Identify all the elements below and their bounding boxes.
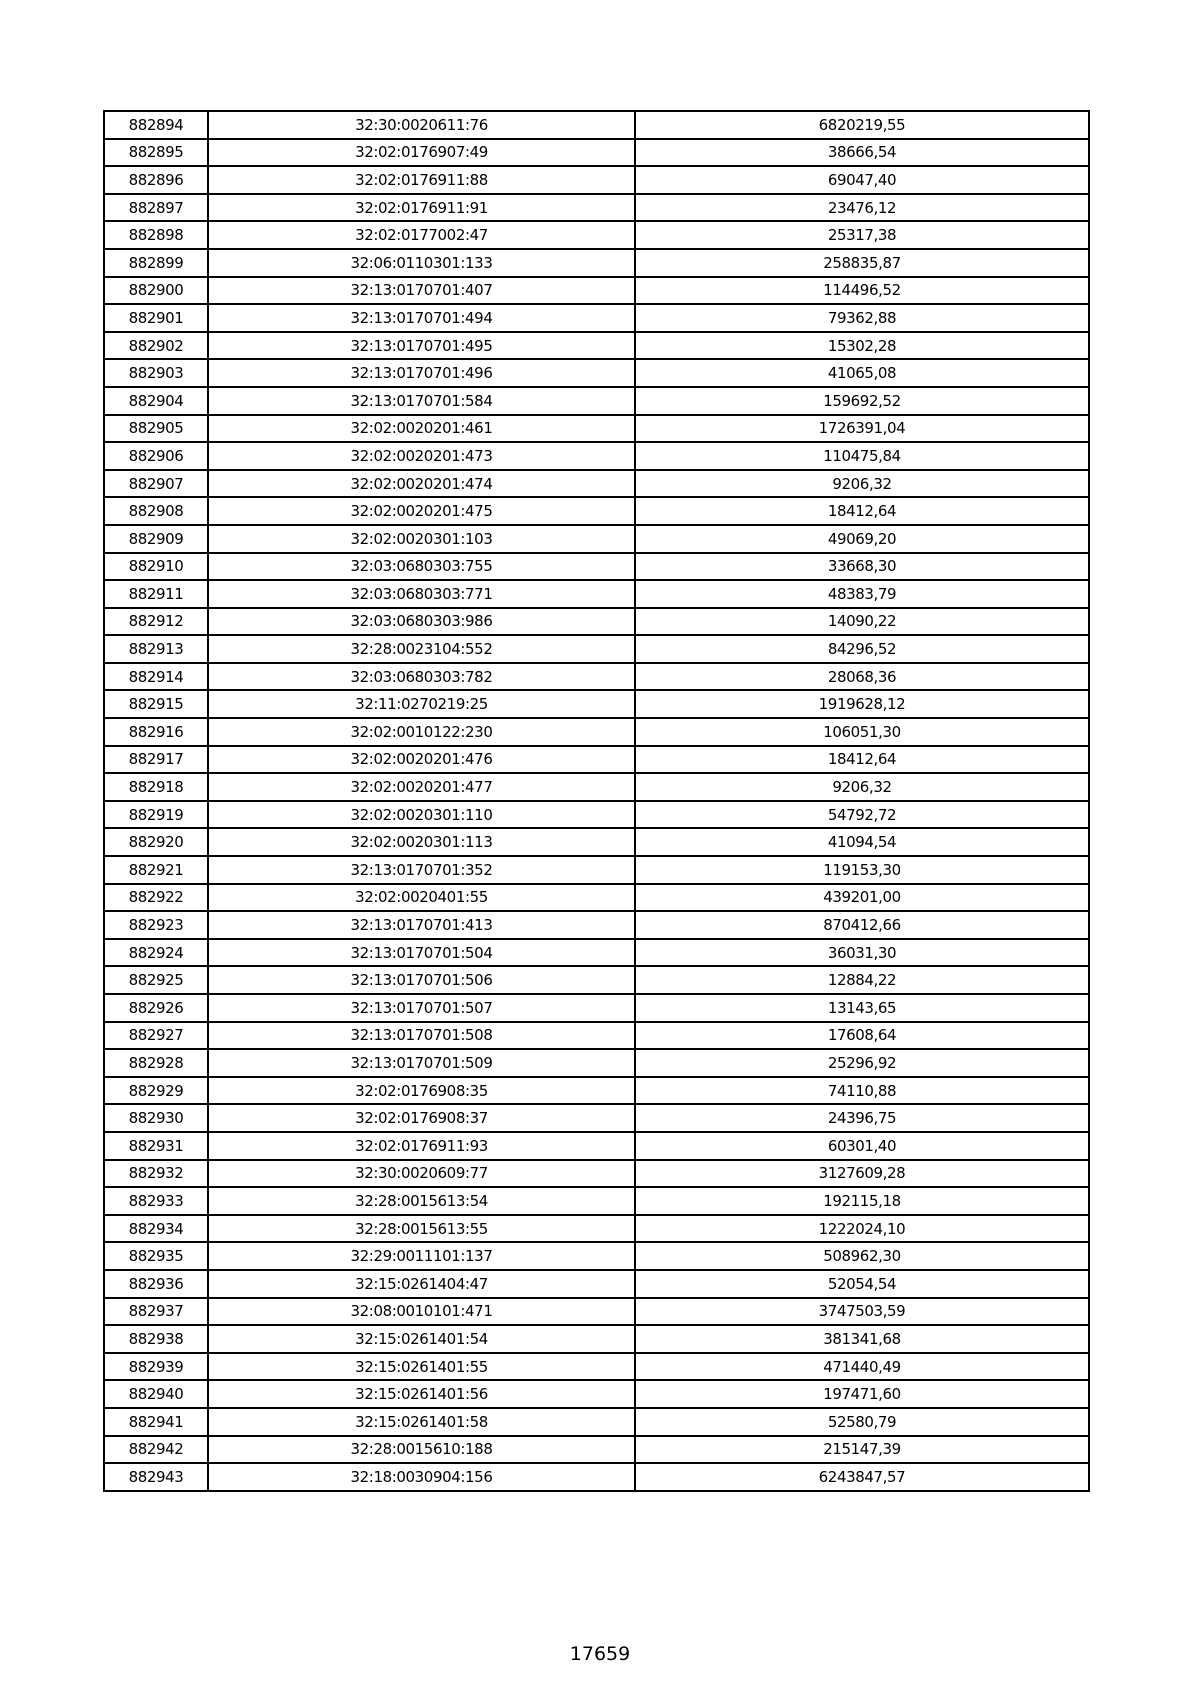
cadastral-number-cell: 32:13:0170701:495 <box>208 332 635 360</box>
value-cell: 41094,54 <box>635 828 1089 856</box>
row-number-cell: 882931 <box>104 1132 208 1160</box>
cadastral-number-cell: 32:13:0170701:504 <box>208 939 635 967</box>
cadastral-number-cell: 32:02:0020301:110 <box>208 801 635 829</box>
row-number-cell: 882943 <box>104 1463 208 1491</box>
value-cell: 197471,60 <box>635 1380 1089 1408</box>
cadastral-number-cell: 32:02:0020401:55 <box>208 884 635 912</box>
table-row <box>104 663 1089 691</box>
cadastral-number-cell: 32:11:0270219:25 <box>208 690 635 718</box>
row-number-cell: 882894 <box>104 111 208 139</box>
value-cell: 48383,79 <box>635 580 1089 608</box>
table-row <box>104 415 1089 443</box>
row-number-cell: 882916 <box>104 718 208 746</box>
value-cell: 17608,64 <box>635 1022 1089 1050</box>
table-row <box>104 387 1089 415</box>
cadastral-number-cell: 32:13:0170701:413 <box>208 911 635 939</box>
cadastral-number-cell: 32:02:0176908:37 <box>208 1104 635 1132</box>
value-cell: 36031,30 <box>635 939 1089 967</box>
value-cell: 6820219,55 <box>635 111 1089 139</box>
table-row <box>104 718 1089 746</box>
table-row <box>104 1049 1089 1077</box>
cadastral-number-cell: 32:02:0177002:47 <box>208 221 635 249</box>
value-cell: 439201,00 <box>635 884 1089 912</box>
row-number-cell: 882911 <box>104 580 208 608</box>
cadastral-number-cell: 32:03:0680303:771 <box>208 580 635 608</box>
row-number-cell: 882913 <box>104 635 208 663</box>
value-cell: 79362,88 <box>635 304 1089 332</box>
table-row <box>104 1077 1089 1105</box>
value-cell: 23476,12 <box>635 194 1089 222</box>
table-row <box>104 690 1089 718</box>
value-cell: 6243847,57 <box>635 1463 1089 1491</box>
cadastral-number-cell: 32:02:0020201:477 <box>208 773 635 801</box>
table-row <box>104 139 1089 167</box>
table-row <box>104 939 1089 967</box>
value-cell: 3127609,28 <box>635 1160 1089 1188</box>
table-row <box>104 911 1089 939</box>
row-number-cell: 882905 <box>104 415 208 443</box>
value-cell: 1726391,04 <box>635 415 1089 443</box>
table-row <box>104 1463 1089 1491</box>
value-cell: 508962,30 <box>635 1242 1089 1270</box>
cadastral-value-table <box>103 110 1090 1492</box>
cadastral-number-cell: 32:03:0680303:755 <box>208 553 635 581</box>
table-row <box>104 884 1089 912</box>
cadastral-number-cell: 32:02:0176911:91 <box>208 194 635 222</box>
cadastral-number-cell: 32:15:0261401:54 <box>208 1325 635 1353</box>
value-cell: 54792,72 <box>635 801 1089 829</box>
table-row <box>104 801 1089 829</box>
cadastral-number-cell: 32:03:0680303:986 <box>208 608 635 636</box>
table-row <box>104 525 1089 553</box>
row-number-cell: 882927 <box>104 1022 208 1050</box>
table-body <box>104 111 1089 1491</box>
cadastral-number-cell: 32:30:0020609:77 <box>208 1160 635 1188</box>
cadastral-number-cell: 32:02:0176911:88 <box>208 166 635 194</box>
row-number-cell: 882923 <box>104 911 208 939</box>
table-row <box>104 553 1089 581</box>
value-cell: 15302,28 <box>635 332 1089 360</box>
value-cell: 381341,68 <box>635 1325 1089 1353</box>
value-cell: 3747503,59 <box>635 1298 1089 1326</box>
value-cell: 215147,39 <box>635 1436 1089 1464</box>
row-number-cell: 882904 <box>104 387 208 415</box>
table-row <box>104 966 1089 994</box>
table-row <box>104 1187 1089 1215</box>
cadastral-number-cell: 32:02:0020301:103 <box>208 525 635 553</box>
cadastral-number-cell: 32:18:0030904:156 <box>208 1463 635 1491</box>
row-number-cell: 882925 <box>104 966 208 994</box>
value-cell: 114496,52 <box>635 277 1089 305</box>
row-number-cell: 882940 <box>104 1380 208 1408</box>
cadastral-number-cell: 32:13:0170701:506 <box>208 966 635 994</box>
row-number-cell: 882932 <box>104 1160 208 1188</box>
cadastral-number-cell: 32:15:0261401:56 <box>208 1380 635 1408</box>
value-cell: 870412,66 <box>635 911 1089 939</box>
table-row <box>104 249 1089 277</box>
cadastral-number-cell: 32:13:0170701:507 <box>208 994 635 1022</box>
row-number-cell: 882924 <box>104 939 208 967</box>
cadastral-number-cell: 32:02:0176908:35 <box>208 1077 635 1105</box>
cadastral-number-cell: 32:08:0010101:471 <box>208 1298 635 1326</box>
row-number-cell: 882906 <box>104 442 208 470</box>
row-number-cell: 882902 <box>104 332 208 360</box>
table-row <box>104 470 1089 498</box>
row-number-cell: 882919 <box>104 801 208 829</box>
cadastral-number-cell: 32:02:0176907:49 <box>208 139 635 167</box>
value-cell: 471440,49 <box>635 1353 1089 1381</box>
table-row <box>104 1380 1089 1408</box>
table-row <box>104 1325 1089 1353</box>
table-row <box>104 359 1089 387</box>
row-number-cell: 882915 <box>104 690 208 718</box>
row-number-cell: 882899 <box>104 249 208 277</box>
value-cell: 25317,38 <box>635 221 1089 249</box>
cadastral-number-cell: 32:02:0020201:473 <box>208 442 635 470</box>
value-cell: 18412,64 <box>635 746 1089 774</box>
table-row <box>104 194 1089 222</box>
cadastral-number-cell: 32:06:0110301:133 <box>208 249 635 277</box>
cadastral-number-cell: 32:28:0015613:55 <box>208 1215 635 1243</box>
value-cell: 119153,30 <box>635 856 1089 884</box>
table-row <box>104 994 1089 1022</box>
row-number-cell: 882936 <box>104 1270 208 1298</box>
row-number-cell: 882934 <box>104 1215 208 1243</box>
value-cell: 33668,30 <box>635 553 1089 581</box>
row-number-cell: 882939 <box>104 1353 208 1381</box>
cadastral-number-cell: 32:02:0020201:476 <box>208 746 635 774</box>
value-cell: 192115,18 <box>635 1187 1089 1215</box>
cadastral-number-cell: 32:15:0261404:47 <box>208 1270 635 1298</box>
value-cell: 9206,32 <box>635 470 1089 498</box>
value-cell: 60301,40 <box>635 1132 1089 1160</box>
table-row <box>104 608 1089 636</box>
value-cell: 84296,52 <box>635 635 1089 663</box>
cadastral-number-cell: 32:13:0170701:508 <box>208 1022 635 1050</box>
row-number-cell: 882903 <box>104 359 208 387</box>
value-cell: 12884,22 <box>635 966 1089 994</box>
row-number-cell: 882900 <box>104 277 208 305</box>
table-row <box>104 1270 1089 1298</box>
cadastral-number-cell: 32:03:0680303:782 <box>208 663 635 691</box>
row-number-cell: 882920 <box>104 828 208 856</box>
cadastral-number-cell: 32:28:0015613:54 <box>208 1187 635 1215</box>
row-number-cell: 882921 <box>104 856 208 884</box>
value-cell: 1919628,12 <box>635 690 1089 718</box>
value-cell: 69047,40 <box>635 166 1089 194</box>
cadastral-number-cell: 32:02:0020301:113 <box>208 828 635 856</box>
row-number-cell: 882942 <box>104 1436 208 1464</box>
cadastral-number-cell: 32:15:0261401:58 <box>208 1408 635 1436</box>
table-row <box>104 773 1089 801</box>
row-number-cell: 882937 <box>104 1298 208 1326</box>
row-number-cell: 882912 <box>104 608 208 636</box>
table-row <box>104 828 1089 856</box>
row-number-cell: 882941 <box>104 1408 208 1436</box>
value-cell: 49069,20 <box>635 525 1089 553</box>
value-cell: 9206,32 <box>635 773 1089 801</box>
value-cell: 74110,88 <box>635 1077 1089 1105</box>
table-row <box>104 1436 1089 1464</box>
row-number-cell: 882901 <box>104 304 208 332</box>
table-row <box>104 332 1089 360</box>
table-row <box>104 304 1089 332</box>
value-cell: 25296,92 <box>635 1049 1089 1077</box>
cadastral-number-cell: 32:02:0020201:461 <box>208 415 635 443</box>
cadastral-number-cell: 32:02:0020201:475 <box>208 497 635 525</box>
cadastral-number-cell: 32:13:0170701:584 <box>208 387 635 415</box>
table-row <box>104 1353 1089 1381</box>
table-row <box>104 166 1089 194</box>
cadastral-number-cell: 32:15:0261401:55 <box>208 1353 635 1381</box>
value-cell: 110475,84 <box>635 442 1089 470</box>
cadastral-number-cell: 32:28:0023104:552 <box>208 635 635 663</box>
table-row <box>104 442 1089 470</box>
table-row <box>104 1242 1089 1270</box>
row-number-cell: 882930 <box>104 1104 208 1132</box>
cadastral-number-cell: 32:13:0170701:494 <box>208 304 635 332</box>
table-row <box>104 111 1089 139</box>
value-cell: 38666,54 <box>635 139 1089 167</box>
value-cell: 159692,52 <box>635 387 1089 415</box>
table-row <box>104 1298 1089 1326</box>
table-row <box>104 1104 1089 1132</box>
cadastral-number-cell: 32:13:0170701:509 <box>208 1049 635 1077</box>
cadastral-number-cell: 32:29:0011101:137 <box>208 1242 635 1270</box>
value-cell: 13143,65 <box>635 994 1089 1022</box>
row-number-cell: 882914 <box>104 663 208 691</box>
row-number-cell: 882928 <box>104 1049 208 1077</box>
table-row <box>104 277 1089 305</box>
value-cell: 41065,08 <box>635 359 1089 387</box>
row-number-cell: 882908 <box>104 497 208 525</box>
row-number-cell: 882907 <box>104 470 208 498</box>
row-number-cell: 882896 <box>104 166 208 194</box>
cadastral-number-cell: 32:02:0176911:93 <box>208 1132 635 1160</box>
value-cell: 258835,87 <box>635 249 1089 277</box>
row-number-cell: 882898 <box>104 221 208 249</box>
row-number-cell: 882897 <box>104 194 208 222</box>
table-row <box>104 635 1089 663</box>
table-row <box>104 746 1089 774</box>
table-row <box>104 1160 1089 1188</box>
value-cell: 18412,64 <box>635 497 1089 525</box>
value-cell: 28068,36 <box>635 663 1089 691</box>
row-number-cell: 882935 <box>104 1242 208 1270</box>
table-row <box>104 580 1089 608</box>
value-cell: 106051,30 <box>635 718 1089 746</box>
value-cell: 52054,54 <box>635 1270 1089 1298</box>
table-row <box>104 1408 1089 1436</box>
cadastral-number-cell: 32:30:0020611:76 <box>208 111 635 139</box>
value-cell: 1222024,10 <box>635 1215 1089 1243</box>
cadastral-number-cell: 32:02:0020201:474 <box>208 470 635 498</box>
row-number-cell: 882895 <box>104 139 208 167</box>
table-row <box>104 1132 1089 1160</box>
cadastral-number-cell: 32:13:0170701:352 <box>208 856 635 884</box>
cadastral-number-cell: 32:13:0170701:407 <box>208 277 635 305</box>
row-number-cell: 882929 <box>104 1077 208 1105</box>
table-row <box>104 221 1089 249</box>
row-number-cell: 882910 <box>104 553 208 581</box>
row-number-cell: 882909 <box>104 525 208 553</box>
page-number: 17659 <box>569 1643 631 1665</box>
cadastral-number-cell: 32:13:0170701:496 <box>208 359 635 387</box>
table-row <box>104 1022 1089 1050</box>
value-cell: 14090,22 <box>635 608 1089 636</box>
row-number-cell: 882917 <box>104 746 208 774</box>
row-number-cell: 882918 <box>104 773 208 801</box>
cadastral-number-cell: 32:28:0015610:188 <box>208 1436 635 1464</box>
table-row <box>104 856 1089 884</box>
row-number-cell: 882938 <box>104 1325 208 1353</box>
value-cell: 52580,79 <box>635 1408 1089 1436</box>
row-number-cell: 882933 <box>104 1187 208 1215</box>
table-row <box>104 1215 1089 1243</box>
table-row <box>104 497 1089 525</box>
value-cell: 24396,75 <box>635 1104 1089 1132</box>
row-number-cell: 882922 <box>104 884 208 912</box>
cadastral-number-cell: 32:02:0010122:230 <box>208 718 635 746</box>
row-number-cell: 882926 <box>104 994 208 1022</box>
